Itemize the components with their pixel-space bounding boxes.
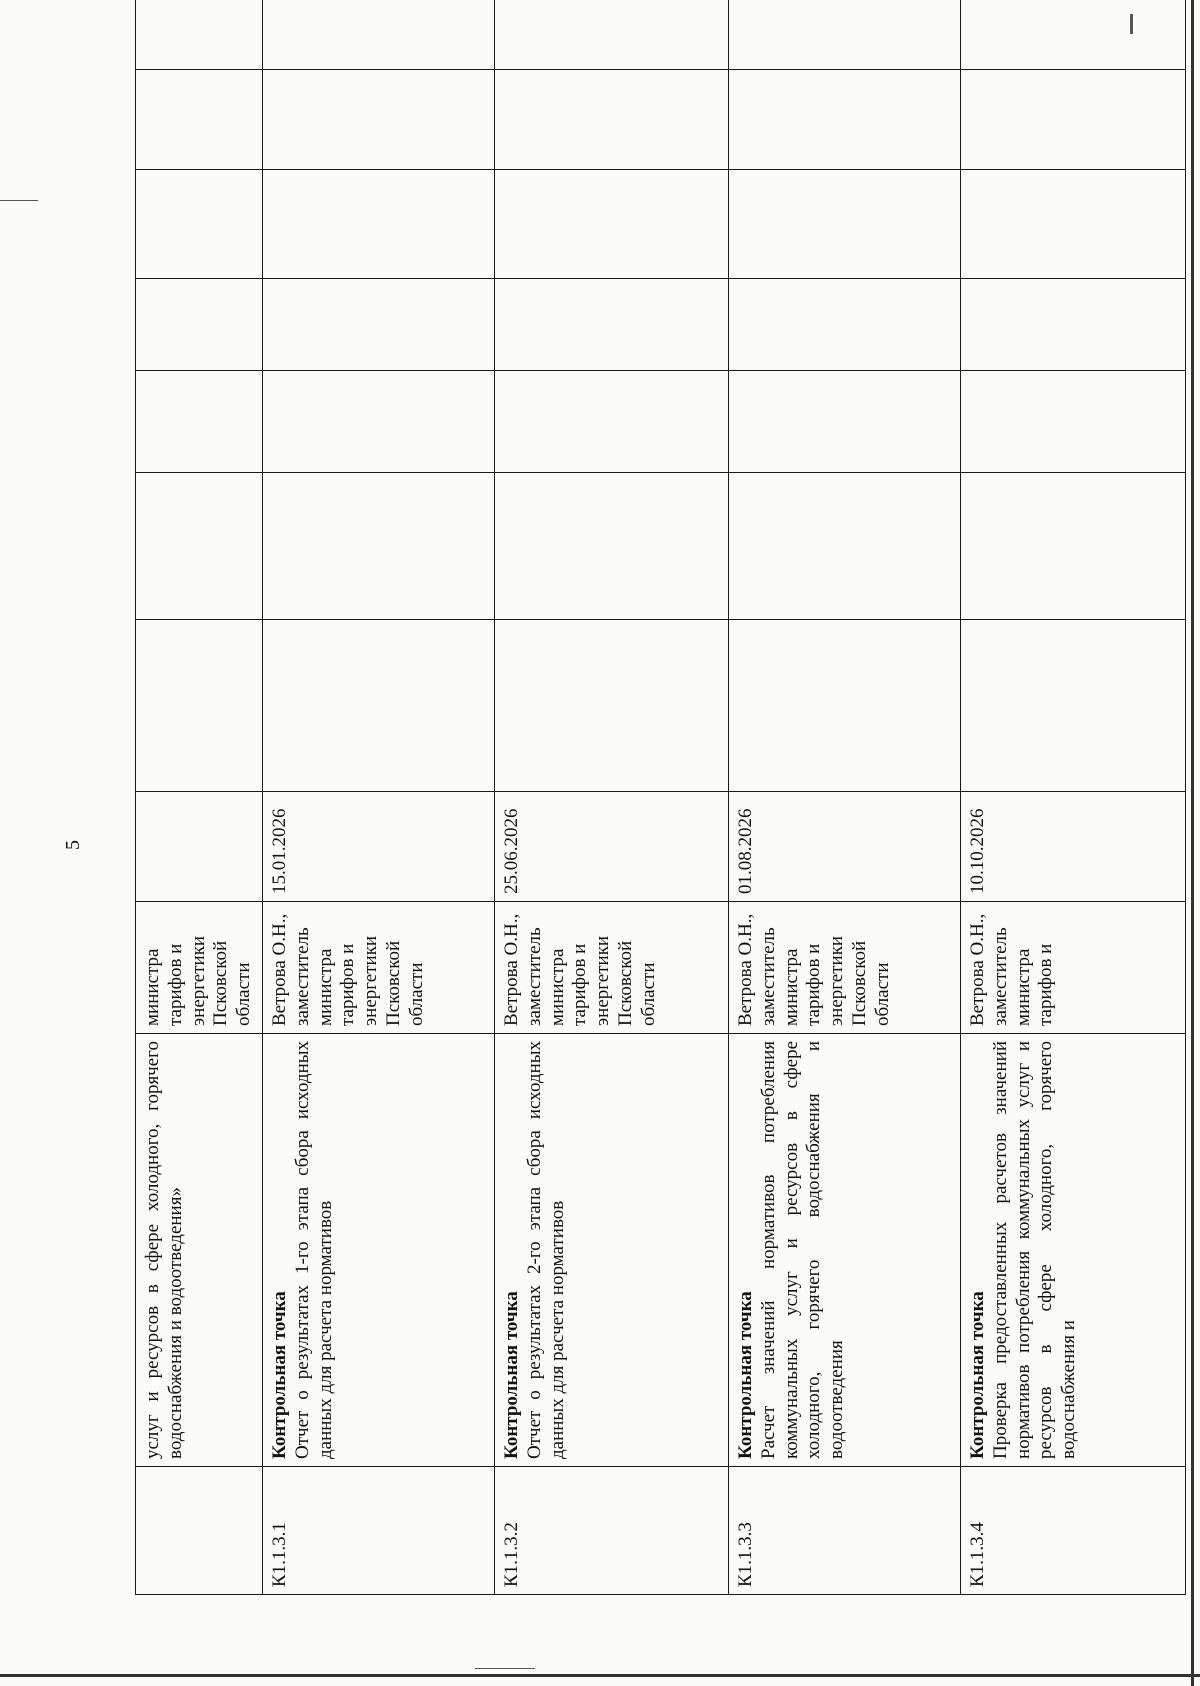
row-description-text: Отчет о результатах 1-го этапа сбора исходных данных для расчета нормативов [291, 1041, 336, 1459]
row-description [960, 1034, 1185, 1467]
empty-cell [262, 0, 494, 70]
empty-cell [136, 0, 263, 70]
empty-cell [728, 70, 960, 170]
row-responsible: Ветрова О.Н., заместитель министра тарифов и [960, 902, 1185, 1034]
empty-cell [262, 70, 494, 170]
row-description [262, 1034, 494, 1467]
control-points-table [135, 0, 1186, 1595]
empty-cell [728, 0, 960, 70]
scan-mark [0, 200, 38, 201]
table-row [728, 0, 960, 1595]
control-point-title: Контрольная точка [966, 1291, 988, 1459]
empty-cell [960, 473, 1185, 620]
row-code: К1.1.3.1 [262, 1467, 494, 1595]
row-responsible: Ветрова О.Н., заместитель министра тарифов и энергетики Псковской области [494, 902, 728, 1034]
row-responsible: Ветрова О.Н., заместитель министра тарифов и энергетики Псковской области [728, 902, 960, 1034]
empty-cell [262, 170, 494, 279]
row-code: К1.1.3.2 [494, 1467, 728, 1595]
row-description [494, 1034, 728, 1467]
table-row [494, 0, 728, 1595]
scan-mark [475, 1668, 535, 1669]
empty-cell [262, 620, 494, 792]
empty-cell [494, 620, 728, 792]
empty-cell [494, 473, 728, 620]
control-point-title: Контрольная точка [734, 1291, 756, 1459]
empty-cell [494, 371, 728, 473]
empty-cell [136, 70, 263, 170]
row-responsible: Ветрова О.Н., заместитель министра тарифов и энергетики Псковской области [262, 902, 494, 1034]
empty-cell [960, 279, 1185, 371]
row-date [136, 792, 263, 902]
row-code [136, 1467, 263, 1595]
scan-edge-bottom [0, 1674, 1200, 1677]
row-description-text: услуг и ресурсов в сфере холодного, горячего водоснабжения и водоотведения» [142, 1041, 186, 1459]
empty-cell [136, 371, 263, 473]
row-date: 10.10.2026 [960, 792, 1185, 902]
row-description-text: Отчет о результатах 2-го этапа сбора исходных данных для расчета нормативов [523, 1041, 568, 1459]
scan-edge-right [1191, 0, 1194, 1686]
control-point-title: Контрольная точка [500, 1291, 522, 1459]
empty-cell [728, 620, 960, 792]
empty-cell [494, 0, 728, 70]
empty-cell [960, 371, 1185, 473]
empty-cell [728, 170, 960, 279]
empty-cell [136, 279, 263, 371]
empty-cell [960, 170, 1185, 279]
empty-cell [494, 279, 728, 371]
empty-cell [960, 620, 1185, 792]
row-description-text: Расчет значений нормативов потребления коммунальных услуг и ресурсов в сфере холодного, горячего водоснабжения и водоотведения [757, 1041, 848, 1459]
control-point-title: Контрольная точка [268, 1291, 290, 1459]
empty-cell [262, 279, 494, 371]
row-date: 15.01.2026 [262, 792, 494, 902]
empty-cell [494, 170, 728, 279]
empty-cell [136, 473, 263, 620]
table-row [960, 0, 1185, 1595]
row-responsible: министра тарифов и энергетики Псковской области [136, 902, 263, 1034]
row-code: К1.1.3.4 [960, 1467, 1185, 1595]
rotated-table-area [135, 45, 1180, 1595]
empty-cell [262, 473, 494, 620]
empty-cell [728, 371, 960, 473]
page-number: 5 [62, 840, 84, 850]
empty-cell [728, 279, 960, 371]
empty-cell [136, 620, 263, 792]
row-description-text: Проверка предоставленных расчетов значений нормативов потребления коммунальных услуг и ресурсов в сфере холодного, горячего водоснабжения и [989, 1041, 1080, 1459]
empty-cell [494, 70, 728, 170]
empty-cell [960, 70, 1185, 170]
row-code: К1.1.3.3 [728, 1467, 960, 1595]
row-date: 25.06.2026 [494, 792, 728, 902]
empty-cell [262, 371, 494, 473]
row-description [728, 1034, 960, 1467]
empty-cell [960, 0, 1185, 70]
row-date: 01.08.2026 [728, 792, 960, 902]
empty-cell [136, 170, 263, 279]
row-description [136, 1034, 263, 1467]
empty-cell [728, 473, 960, 620]
table-row [136, 0, 263, 1595]
table-row [262, 0, 494, 1595]
